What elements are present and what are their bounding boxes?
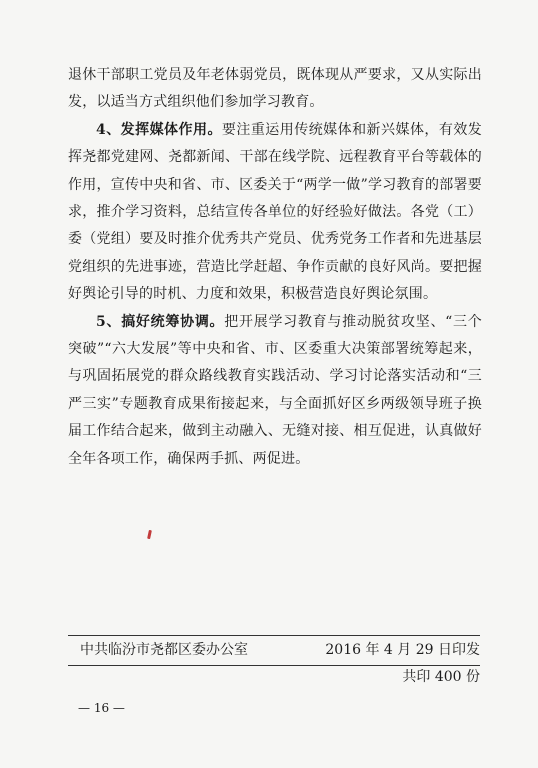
paragraph-continuation	[68, 62, 482, 117]
paragraph-text: 要注重运用传统媒体和新兴媒体，有效发挥尧都党建网、尧都新闻、干部在线学院、远程教育平台等载体的作用，宣传中央和省、市、区委关于“两学一做”学习教育的部署要求，推介学习资料，总结宣传各单位的好经验好做法。各党（工）委（党组）要及时推介优秀共产党员、优秀党务工作者和先进基层党组织的先进事迹，营造比学赶超、争作贡献的良好风尚。要把握好舆论引导的时机、力度和效果，积极营造良好舆论氛围。	[68, 121, 482, 303]
issuer-name: 中共临汾市尧都区委办公室	[80, 642, 248, 658]
document-body	[68, 62, 482, 473]
red-ink-mark	[147, 530, 152, 539]
paragraph-heading: 4、发挥媒体作用。	[96, 121, 222, 138]
print-date: 2016 年 4 月 29 日印发	[325, 642, 480, 658]
paragraph-text: 把开展学习教育与推动脱贫攻坚、“三个突破”“六大发展”等中央和省、市、区委重大决策部署统筹起来，与巩固拓展党的群众路线教育实践活动、学习讨论落实活动和“三严三实”专题教育成果衔接起来，与全面抓好区乡两级领导班子换届工作结合起来，做到主动融入、无缝对接、相互促进，认真做好全年各项工作，确保两手抓、两促进。	[68, 313, 482, 467]
paragraph-coordination	[68, 309, 482, 473]
imprint-bottom-rule	[68, 665, 480, 666]
paragraph-media	[68, 117, 482, 309]
print-copies: 共印 400 份	[402, 669, 480, 685]
page-number: — 16 —	[78, 701, 125, 715]
imprint-top-rule	[68, 635, 480, 636]
paragraph-heading: 5、搞好统筹协调。	[96, 313, 225, 330]
paragraph-text: 退休干部职工党员及年老体弱党员，既体现从严要求，又从实际出发，以适当方式组织他们参加学习教育。	[68, 67, 482, 111]
